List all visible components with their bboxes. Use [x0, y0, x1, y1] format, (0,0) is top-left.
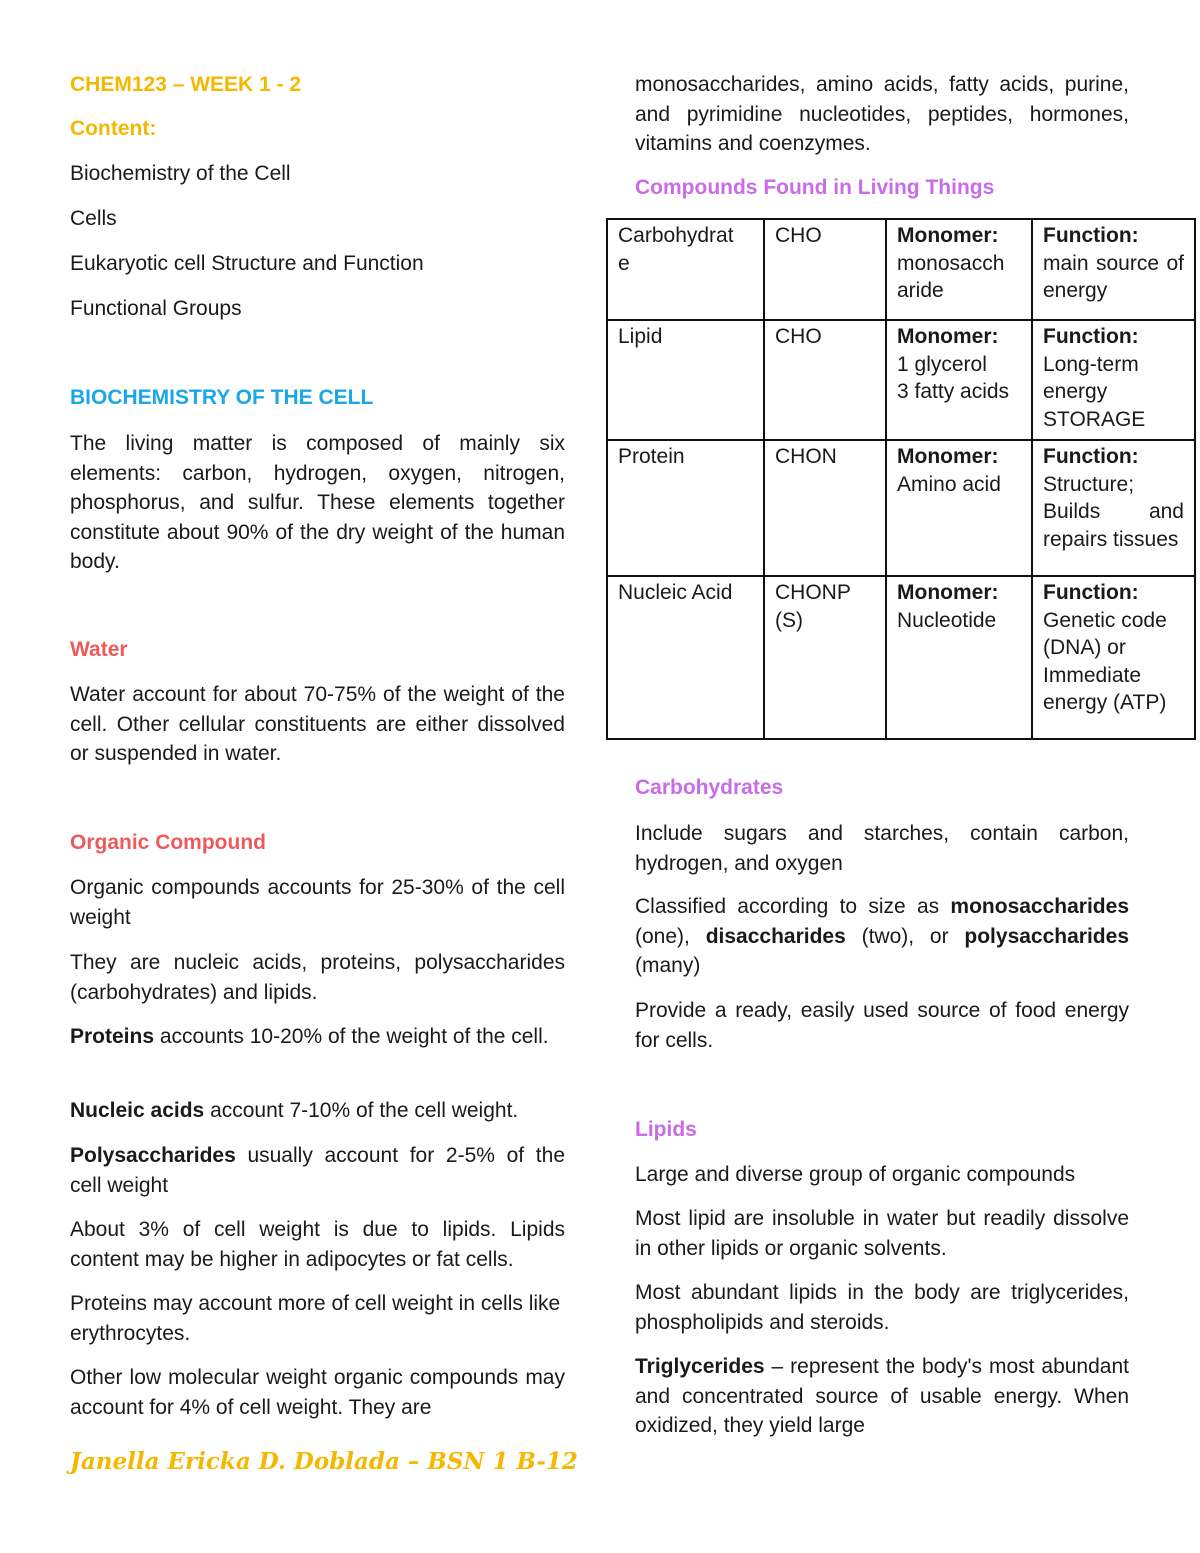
function-value: Genetic code (DNA) or Immediate energy (ATP) — [1043, 608, 1167, 714]
elements-cell — [764, 219, 886, 320]
biochem-paragraph: The living matter is composed of mainly six elements: carbon, hydrogen, oxygen, nitrogen, phosphorus, and sulfur. These elements together constitute about 90% of the dry weight of the human body. — [70, 432, 565, 573]
lipids-heading: Lipids — [635, 1118, 697, 1141]
lipids-p2: Most lipid are insoluble in water but readily dissolve in other lipids or organic solvents. — [635, 1207, 1129, 1260]
organic-p8: Other low molecular weight organic compounds may account for 4% of cell weight. They are — [70, 1366, 565, 1419]
compound-name-cell — [607, 320, 764, 440]
organic-p5 — [70, 1141, 565, 1200]
water-paragraph: Water account for about 70-75% of the weight of the cell. Other cellular constituents are either dissolved or suspended in water. — [70, 683, 565, 765]
table-row — [607, 219, 1195, 320]
content-item: Cells — [70, 207, 117, 230]
function-label: Function: — [1043, 224, 1139, 247]
organic-p1: Organic compounds accounts for 25-30% of the cell weight — [70, 876, 565, 929]
elements: CHON — [775, 445, 837, 468]
function-cell — [1032, 440, 1195, 576]
table-row — [607, 576, 1195, 739]
monomer-label: Monomer: — [897, 224, 999, 247]
compound-name: Protein — [618, 445, 685, 468]
compound-name-cell — [607, 576, 764, 739]
function-label: Function: — [1043, 445, 1139, 468]
organic-p4-text: account 7-10% of the cell weight. — [204, 1099, 519, 1122]
polysaccharides-term: Polysaccharides — [70, 1144, 236, 1167]
organic-p5-text: usually account for 2-5% of the cell weight — [70, 1144, 565, 1197]
elements-cell — [764, 320, 886, 440]
monomer-value: monosacch aride — [897, 251, 1005, 302]
monomer-cell — [886, 219, 1032, 320]
organic-p3 — [70, 1022, 565, 1052]
organic-p4 — [70, 1096, 565, 1126]
doc-title: CHEM123 – WEEK 1 - 2 — [70, 73, 302, 96]
carbs-heading: Carbohydrates — [635, 776, 784, 799]
organic-p7: Proteins may account more of cell weight in cells like erythrocytes. — [70, 1292, 561, 1345]
content-label: Content: — [70, 117, 157, 140]
monomer-value: 1 glycerol 3 fatty acids — [897, 352, 1010, 403]
function-cell — [1032, 576, 1195, 739]
content-item: Eukaryotic cell Structure and Function — [70, 252, 424, 275]
monosaccharides-term: monosaccharides — [950, 895, 1129, 918]
function-cell — [1032, 219, 1195, 320]
table-row — [607, 320, 1195, 440]
compound-name-cell — [607, 440, 764, 576]
carbs-p2 — [635, 892, 1129, 981]
monomer-value: Amino acid — [897, 472, 1001, 496]
content-item: Biochemistry of the Cell — [70, 162, 291, 185]
compound-name-cell — [607, 219, 764, 320]
carbs-p2-text: (two), or — [845, 924, 965, 948]
carbs-p2-text: (many) — [635, 954, 701, 977]
organic-p2: They are nucleic acids, proteins, polysaccharides (carbohydrates) and lipids. — [70, 951, 565, 1004]
author-signature: Janella Ericka D. Doblada – BSN 1 B-12 — [70, 1448, 578, 1475]
monomer-label: Monomer: — [897, 581, 999, 604]
monomer-label: Monomer: — [897, 445, 999, 468]
function-value: Long-term energy STORAGE — [1043, 352, 1146, 431]
table-row — [607, 440, 1195, 576]
compound-name: Lipid — [618, 325, 663, 348]
elements-cell — [764, 440, 886, 576]
water-heading: Water — [70, 638, 128, 661]
monomer-cell — [886, 576, 1032, 739]
organic-p3-text: accounts 10-20% of the weight of the cell. — [154, 1025, 549, 1048]
elements-cell — [764, 576, 886, 739]
organic-heading: Organic Compound — [70, 831, 266, 854]
carbs-p3: Provide a ready, easily used source of food energy for cells. — [635, 999, 1129, 1052]
monomer-label: Monomer: — [897, 325, 999, 348]
lipids-p1: Large and diverse group of organic compounds — [635, 1163, 1076, 1186]
compounds-table — [606, 218, 1196, 740]
function-label: Function: — [1043, 325, 1139, 348]
lipids-p4-text: – represent the body's most abundant and concentrated source of usable energy. When oxidized, they yield large — [635, 1355, 1129, 1437]
compounds-heading: Compounds Found in Living Things — [635, 176, 995, 199]
monomer-value: Nucleotide — [897, 608, 997, 632]
polysaccharides-term: polysaccharides — [964, 924, 1129, 948]
monomer-cell — [886, 320, 1032, 440]
elements: CHONP (S) — [775, 581, 851, 632]
proteins-term: Proteins — [70, 1025, 155, 1048]
elements: CHO — [775, 325, 822, 348]
compound-name: Nucleic Acid — [618, 581, 733, 604]
monomer-cell — [886, 440, 1032, 576]
function-cell — [1032, 320, 1195, 440]
lipids-p4 — [635, 1352, 1129, 1441]
triglycerides-term: Triglycerides — [635, 1355, 765, 1378]
carbs-p2-text: Classified according to size as — [635, 895, 951, 918]
compound-name: Carbohydrat e — [618, 224, 734, 275]
function-label: Function: — [1043, 581, 1139, 604]
carbs-p1: Include sugars and starches, contain carbon, hydrogen, and oxygen — [635, 822, 1129, 875]
content-item: Functional Groups — [70, 297, 242, 320]
biochem-heading: BIOCHEMISTRY OF THE CELL — [70, 386, 374, 409]
nucleic-acids-term: Nucleic acids — [70, 1099, 205, 1122]
carbs-p2-text: (one), — [635, 924, 706, 948]
organic-p6: About 3% of cell weight is due to lipids. Lipids content may be higher in adipocytes or fat cells. — [70, 1218, 565, 1271]
disaccharides-term: disaccharides — [705, 924, 846, 948]
lipids-p3: Most abundant lipids in the body are triglycerides, phospholipids and steroids. — [635, 1281, 1129, 1334]
function-value: Structure; Builds and repairs tissues — [1043, 472, 1184, 551]
elements: CHO — [775, 224, 822, 247]
function-value: main source of energy — [1043, 251, 1184, 302]
continued-paragraph: monosaccharides, amino acids, fatty acids, purine, and pyrimidine nucleotides, peptides, hormones, vitamins and coenzymes. — [635, 73, 1129, 155]
